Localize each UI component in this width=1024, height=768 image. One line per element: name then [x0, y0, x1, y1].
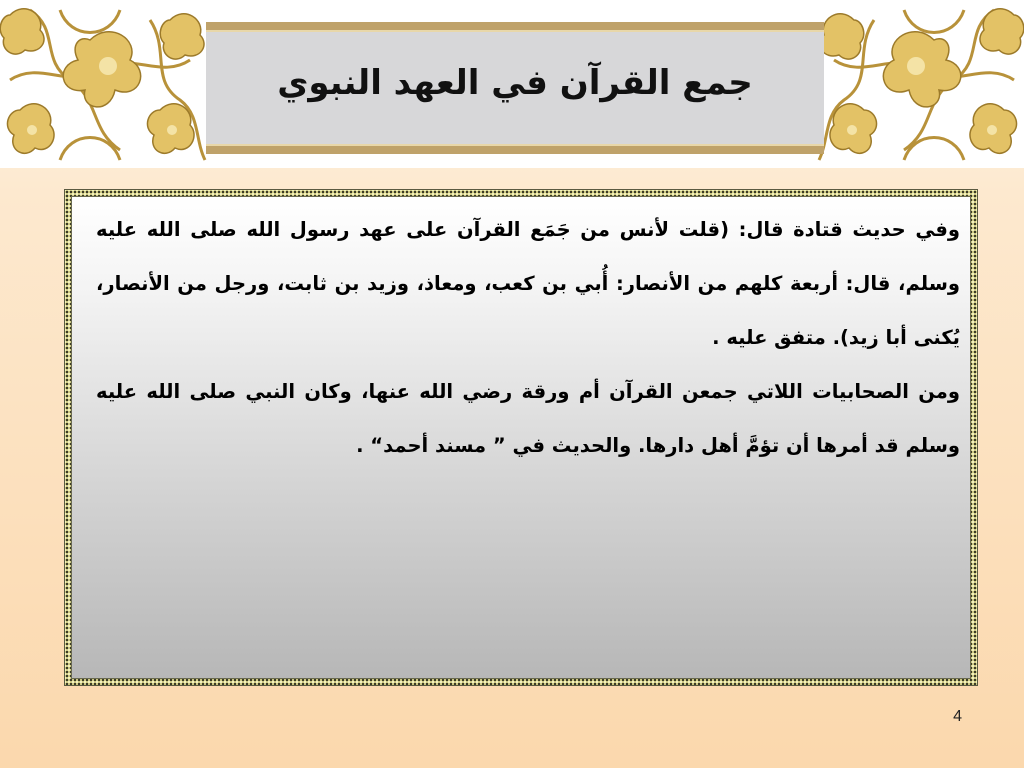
content-frame: [64, 189, 978, 686]
arabesque-ornament-right-icon: [794, 0, 1024, 168]
paragraph-hadith-anas: وفي حديث قتادة قال: (قلت لأنس من جَمَع القرآن على عهد رسول الله صلى الله عليه وسلم، قال: أربعة كلهم من الأنصار: أُبي بن كعب، ومعاذ، وزيد بن ثابت، ورجل من الأنصار، يُكنى أبا زيد). متفق عليه .: [96, 218, 960, 349]
slide-title: جمع القرآن في العهد النبوي: [277, 63, 753, 103]
page-number: 4: [953, 708, 962, 725]
arabesque-ornament-left-icon: [0, 0, 230, 168]
title-banner: [206, 22, 824, 154]
content-body: [71, 196, 971, 679]
paragraph-umm-waraqa: ومن الصحابيات اللاتي جمعن القرآن أم ورقة رضي الله عنها، وكان النبي صلى الله عليه وسلم قد أمرها أن تؤمَّ أهل دارها. والحديث في ” مسند أحمد“ .: [96, 380, 960, 457]
